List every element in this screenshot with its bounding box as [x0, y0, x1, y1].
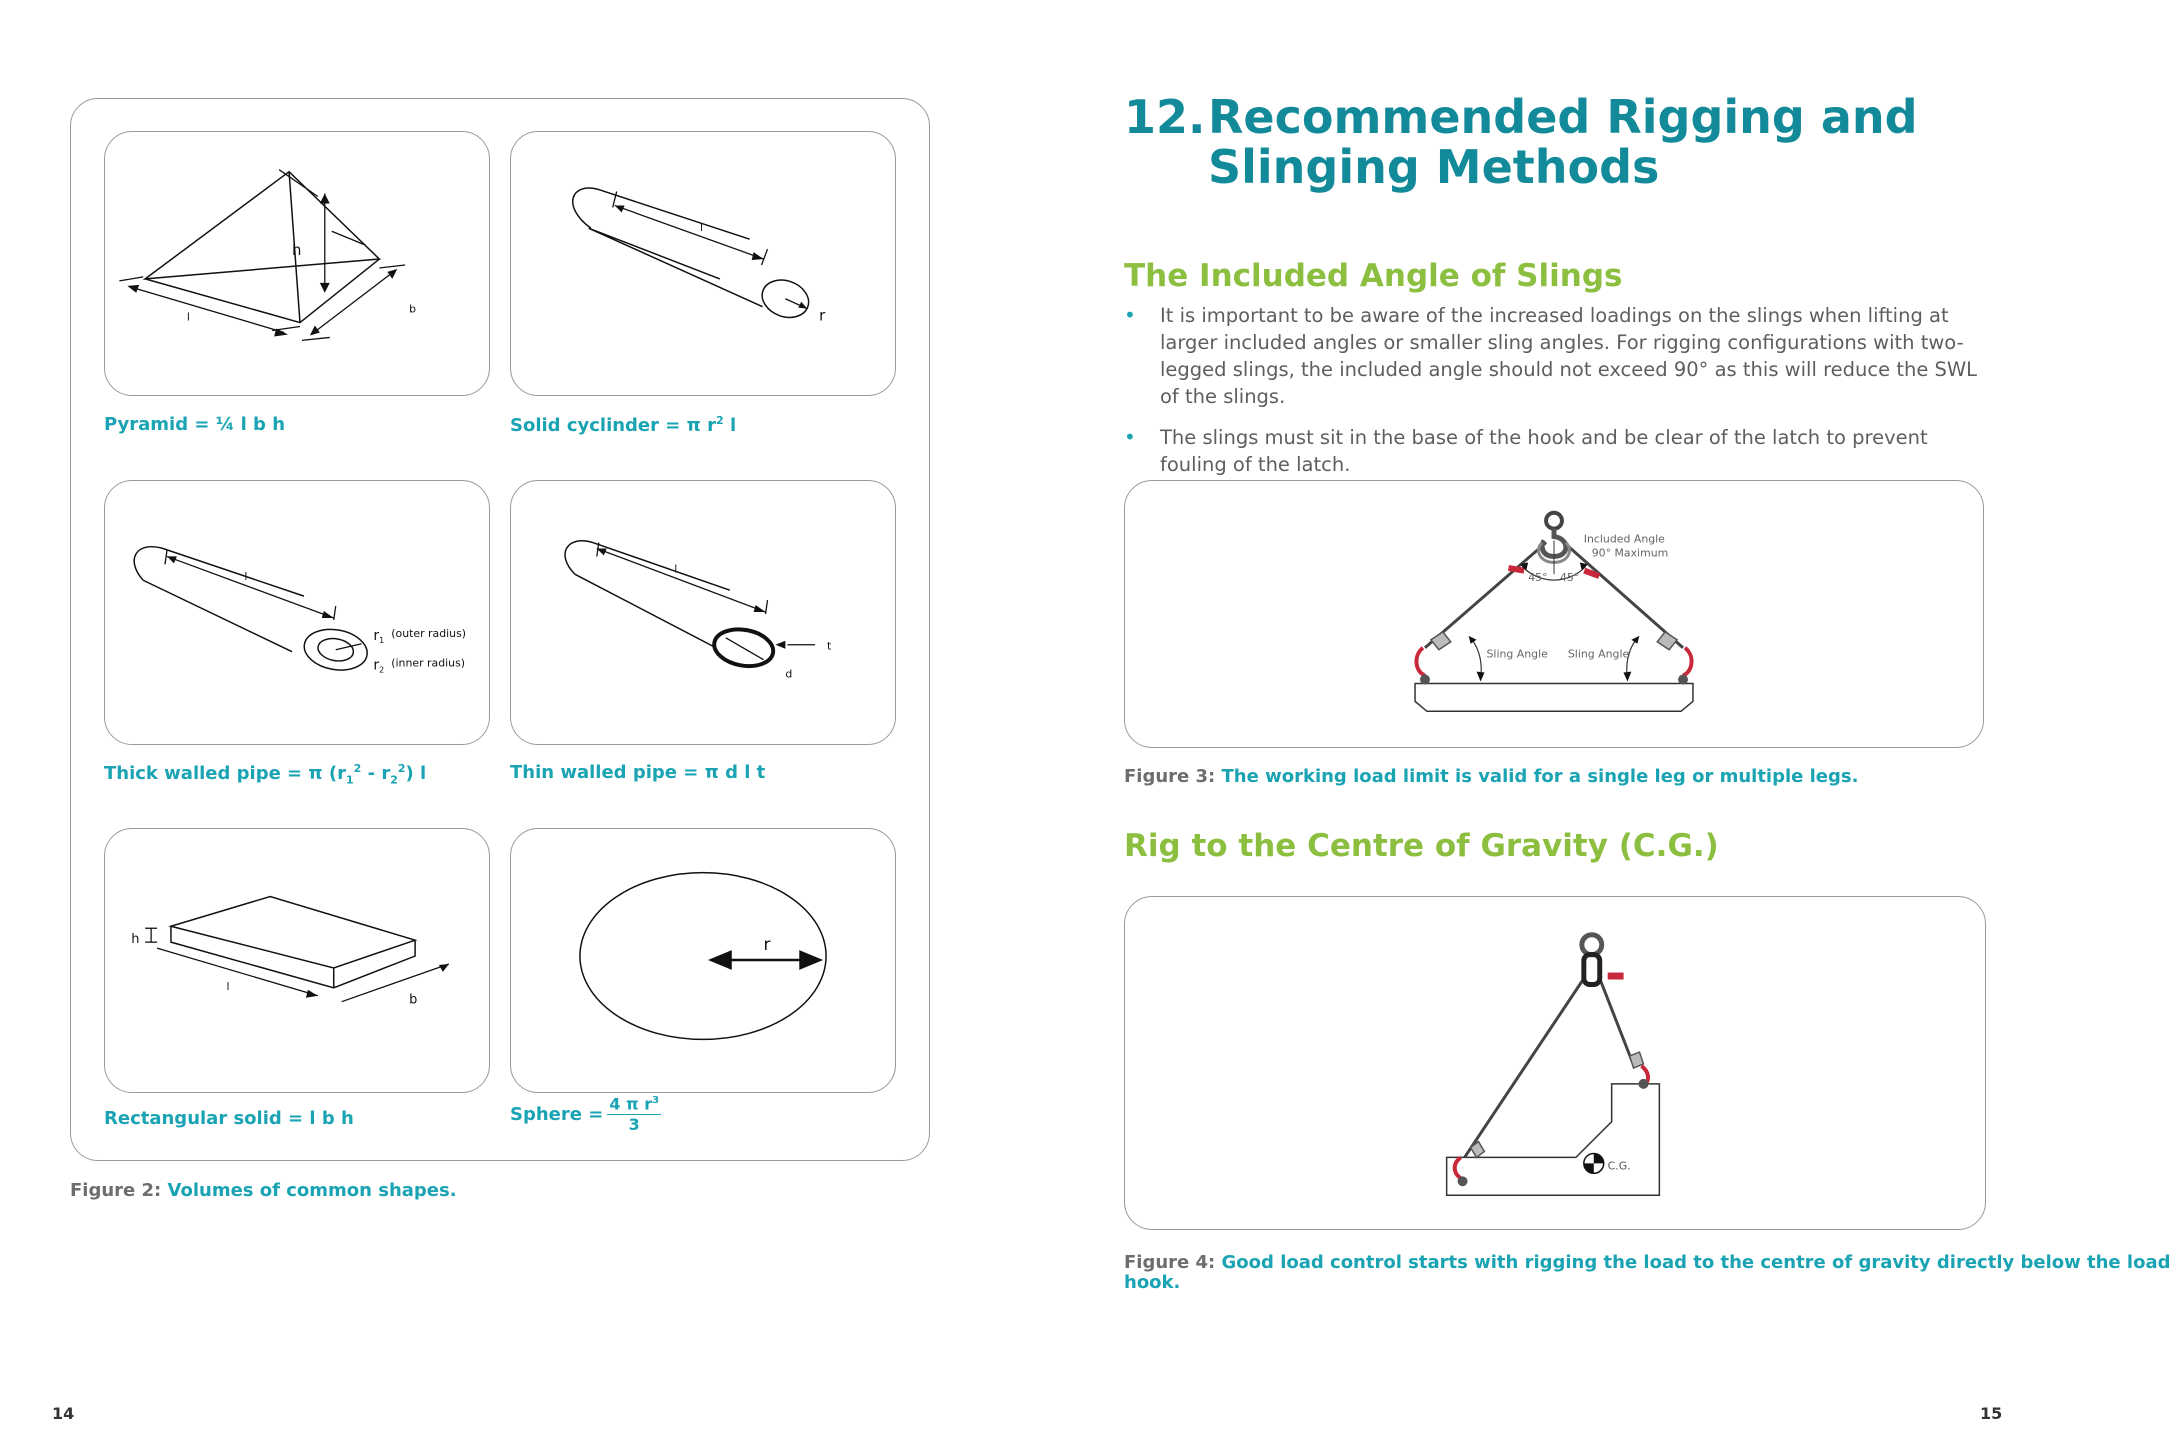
page-number-left: 14	[52, 1404, 75, 1423]
figure-4-box	[1124, 896, 1986, 1230]
bullet-list	[1124, 302, 1990, 492]
cylinder-card	[510, 131, 896, 396]
pyramid-card	[104, 131, 490, 396]
rect-l-label: l	[226, 979, 230, 993]
rectangular-solid-diagram	[105, 829, 489, 1092]
thin-pipe-caption: Thin walled pipe = π d l t	[510, 762, 766, 783]
page-title-line1: Recommended Rigging and	[1208, 90, 1918, 144]
r2-note: (inner radius)	[391, 656, 466, 670]
rect-h-label: h	[131, 932, 140, 948]
sling-angle-left-label: Sling Angle	[1486, 647, 1548, 661]
r1-label: $r_1$	[373, 627, 385, 645]
r1-note: (outer radius)	[391, 626, 467, 640]
angle-left-label: 45°	[1528, 571, 1548, 585]
cylinder-l-label: l	[700, 221, 704, 235]
figure-2-caption: Figure 2: Volumes of common shapes.	[70, 1180, 457, 1201]
sphere-card	[510, 828, 896, 1093]
cylinder-r-label: r	[819, 306, 826, 325]
figure-4-caption-line2: hook.	[1124, 1272, 1181, 1293]
subhead-included-angle: The Included Angle of Slings	[1124, 258, 1623, 294]
rect-b-label: b	[409, 992, 418, 1008]
included-angle-label: Included Angle	[1583, 532, 1665, 546]
sphere-r-label: r	[763, 934, 771, 955]
rect-solid-caption: Rectangular solid = l b h	[104, 1108, 354, 1129]
figure-3-caption: Figure 3: The working load limit is valid for a single leg or multiple legs.	[1124, 766, 1859, 787]
sphere-diagram	[511, 829, 895, 1092]
section-number: 12.	[1124, 90, 1206, 144]
thick-pipe-l-label: l	[244, 570, 248, 584]
sling-angle-right-label: Sling Angle	[1567, 647, 1630, 661]
angle-right-label: 45°	[1559, 571, 1580, 585]
pyramid-diagram	[105, 132, 489, 395]
thin-pipe-d-label: d	[785, 667, 793, 681]
figure-4-caption: Figure 4: Good load control starts with rigging the load to the centre of gravity directly below the load	[1124, 1252, 2170, 1273]
thin-pipe-t-label: t	[827, 639, 832, 653]
cg-label: C.G.	[1607, 1159, 1631, 1173]
included-angle-max-label: 90° Maximum	[1591, 546, 1669, 560]
figure-3-box	[1124, 480, 1984, 748]
thick-pipe-card	[104, 480, 490, 745]
thick-pipe-caption: Thick walled pipe = π $(r_1^2 - r_2^2)$ l	[104, 762, 427, 787]
centre-of-gravity-diagram	[1125, 897, 1985, 1229]
included-angle-diagram	[1125, 481, 1983, 747]
pyramid-caption: Pyramid = ¼ l b h	[104, 414, 286, 435]
r2-label: $r_2$	[373, 657, 385, 675]
thin-pipe-l-label: l	[674, 562, 678, 576]
pyramid-h-label: h	[292, 241, 302, 260]
thin-pipe-card	[510, 480, 896, 745]
solid-cylinder-diagram	[511, 132, 895, 395]
thick-walled-pipe-diagram	[105, 481, 489, 744]
pyramid-l-label: l	[186, 310, 190, 324]
rect-solid-card	[104, 828, 490, 1093]
bullet-item: • It is important to be aware of the increased loadings on the slings when lifting at larger included angles or smaller sling angles. For rigging configurations with two-legged slings, the included angle should not exceed 90° as this will reduce the SWL of the slings.	[1124, 302, 1990, 410]
pyramid-b-label: b	[409, 302, 417, 316]
cylinder-caption: Solid cyclinder = π $r^2$ l	[510, 414, 737, 436]
bullet-item: • The slings must sit in the base of the hook and be clear of the latch to prevent fouling of the latch.	[1124, 424, 1990, 478]
sphere-caption: Sphere = $\frac{4 \pi r^3}{3}$	[510, 1094, 660, 1135]
page-number-right: 15	[1980, 1404, 2003, 1423]
page-title-line2: Slinging Methods	[1208, 140, 1660, 194]
thin-walled-pipe-diagram	[511, 481, 895, 744]
subhead-centre-of-gravity: Rig to the Centre of Gravity (C.G.)	[1124, 828, 1719, 864]
